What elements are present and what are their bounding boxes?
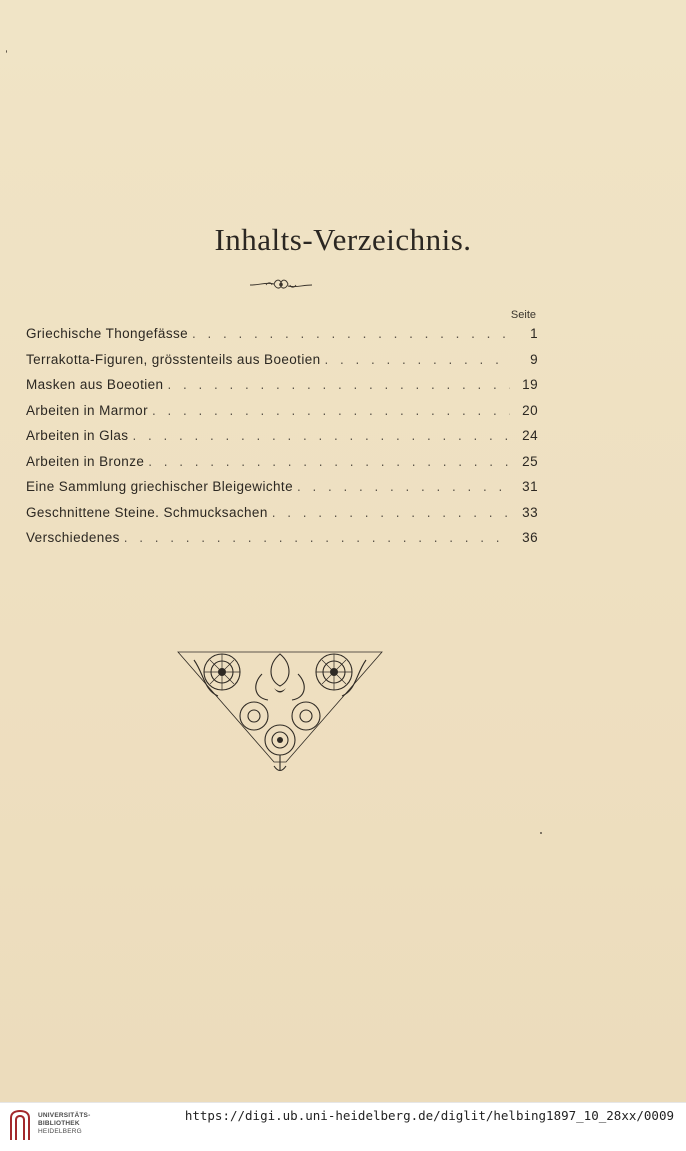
toc-entry-label: Verschiedenes (26, 530, 120, 545)
toc-leader-dots (192, 326, 510, 341)
toc-leader-dots (132, 428, 510, 443)
toc-entry (26, 352, 538, 378)
permalink-url[interactable]: https://digi.ub.uni-heidelberg.de/diglit/helbing1897_10_28xx/0009 (184, 1108, 674, 1123)
toc-entry (26, 454, 538, 480)
toc-entry-label: Eine Sammlung griechischer Bleigewichte (26, 479, 293, 494)
library-logo-text (38, 1112, 90, 1136)
toc-leader-dots (297, 479, 510, 494)
toc-entry (26, 479, 538, 505)
toc-entry (26, 377, 538, 403)
toc-leader-dots (148, 454, 510, 469)
toc-entry-page: 1 (530, 326, 538, 341)
logo-line: UNIVERSITÄTS- (38, 1112, 91, 1119)
toc-entry-page: 25 (522, 453, 538, 469)
toc-leader-dots (167, 377, 510, 392)
toc-entry-page: 36 (522, 530, 538, 545)
toc-entry-page: 31 (522, 479, 538, 494)
logo-line: HEIDELBERG (38, 1128, 82, 1135)
toc-entry-label: Arbeiten in Marmor (26, 402, 148, 418)
floral-vignette-icon (174, 644, 386, 778)
toc-leader-dots (124, 530, 510, 545)
toc-entry-label: Arbeiten in Glas (26, 428, 129, 443)
toc-entry-page: 33 (522, 504, 538, 520)
toc-entry (26, 505, 538, 531)
toc-entry-page: 19 (522, 377, 538, 392)
ub-heidelberg-logo-icon (8, 1108, 32, 1142)
toc-entry-label: Arbeiten in Bronze (26, 453, 145, 469)
toc-leader-dots (325, 352, 510, 367)
toc-entry-page: 24 (522, 428, 538, 443)
toc-entry (26, 403, 538, 429)
logo-line: BIBLIOTHEK (38, 1120, 80, 1127)
page-column-header: Seite (510, 309, 536, 321)
toc-entry-page: 9 (530, 351, 538, 367)
scan-speck (540, 832, 542, 834)
toc-entry (26, 428, 538, 454)
page-title: Inhalts-Verzeichnis. (214, 222, 472, 257)
toc-entry (26, 326, 538, 352)
toc-leader-dots (152, 403, 510, 418)
toc-entry-label: Terrakotta-Figuren, grösstenteils aus Boeotien (26, 351, 321, 367)
toc-entry-label: Masken aus Boeotien (26, 377, 164, 392)
toc-entry-label: Geschnittene Steine. Schmucksachen (26, 504, 268, 520)
scan-speck (6, 50, 7, 53)
flourish-ornament-icon (248, 276, 314, 294)
toc-entry (26, 530, 538, 556)
toc-entry-label: Griechische Thongefässe (26, 326, 189, 341)
toc-leader-dots (272, 505, 510, 520)
table-of-contents (26, 326, 538, 556)
toc-entry-page: 20 (522, 402, 538, 418)
